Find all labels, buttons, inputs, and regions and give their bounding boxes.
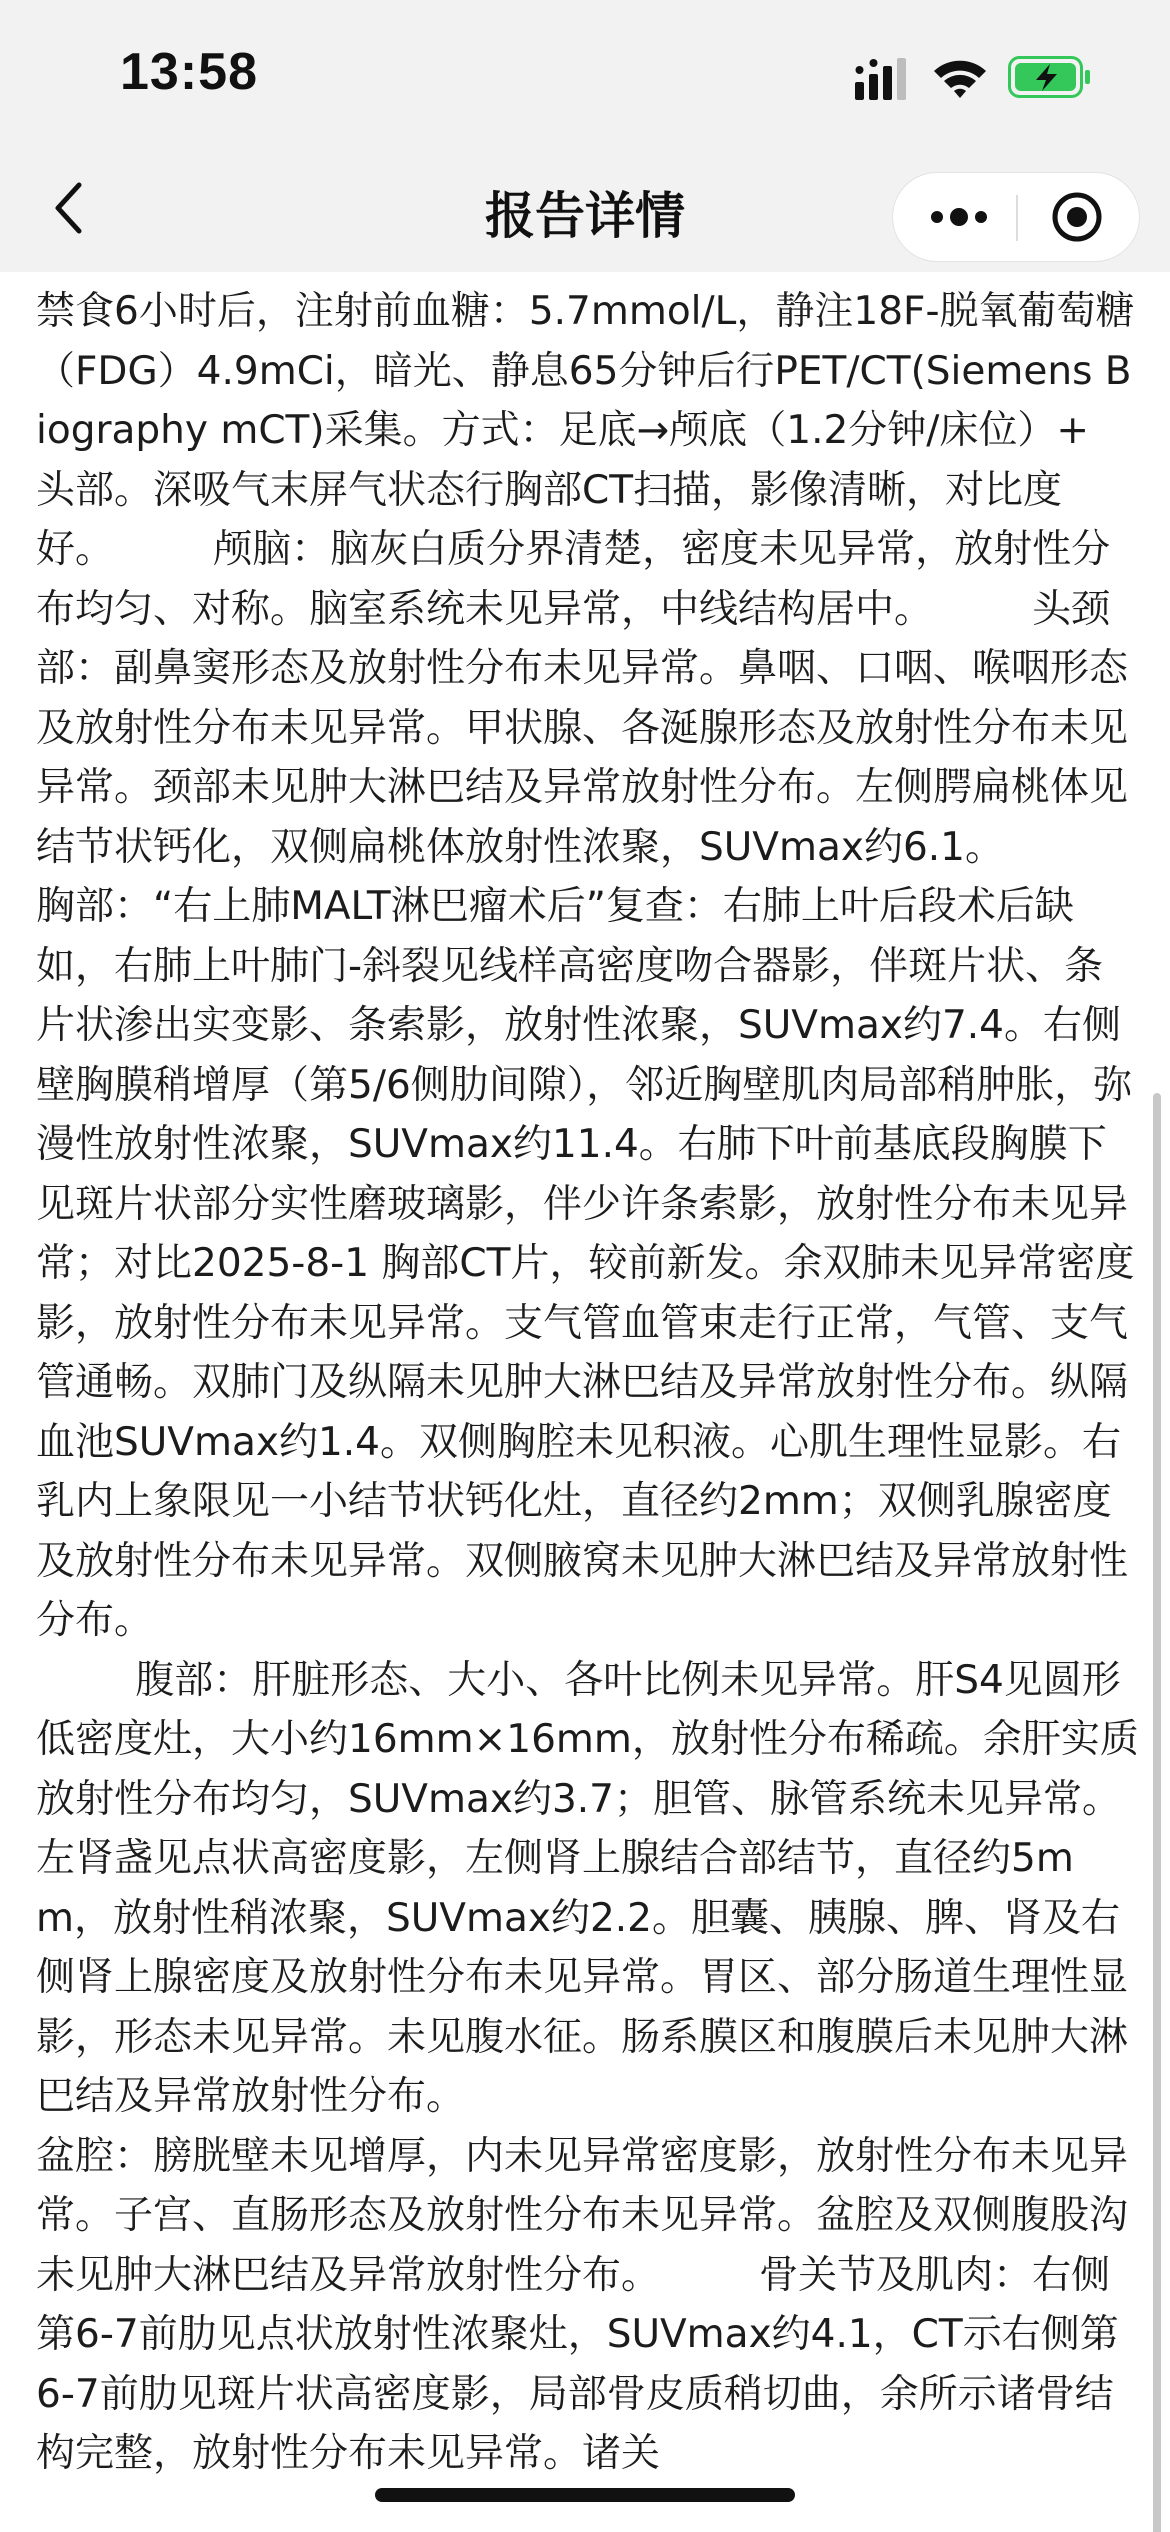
status-time: 13:58 — [120, 43, 258, 101]
miniprogram-capsule — [892, 172, 1140, 262]
battery-charging-icon — [1008, 56, 1092, 98]
page-title: 报告详情 — [485, 187, 685, 245]
navigation-bar — [0, 150, 1170, 272]
more-button[interactable] — [909, 185, 1009, 249]
target-circle-icon — [1050, 190, 1104, 244]
home-indicator[interactable] — [375, 2488, 795, 2502]
cellular-signal-icon — [855, 58, 915, 100]
close-miniprogram-button[interactable] — [1027, 185, 1127, 249]
wifi-icon — [932, 55, 988, 99]
capsule-divider — [1016, 195, 1018, 241]
status-bar — [0, 0, 1170, 150]
report-content[interactable] — [0, 272, 1170, 2532]
more-dots-icon — [929, 207, 989, 227]
scrollbar[interactable] — [1153, 1093, 1161, 2532]
report-body: 禁食6小时后，注射前血糖：5.7mmol/L，静注18F-脱氧葡萄糖（FDG）4.9mCi，暗光、静息65分钟后行PET/CT(Siemens Biography mCT)采集。方式：足底→颅底（1.2分钟/床位）+ 头部。深吸气末屏气状态行胸部CT扫描，影像清晰，对比度好。 颅脑：脑灰白质分界清楚，密度未见异常，放射性分布均匀、对称。脑室系统未见异常，中线结构居中。 头颈部：副鼻窦形态及放射性分布未见异常。鼻咽、口咽、喉咽形态及放射性分布未见异常。甲状腺、各涎腺形态及放射性分布未见异常。颈部未见肿大淋巴结及异常放射性分布。左侧腭扁桃体见结节状钙化，双侧扁桃体放射性浓聚，SUVmax约6.1。 胸部：“右上肺MALT淋巴瘤术后”复查：右肺上叶后段术后缺如，右肺上叶肺门-斜裂见线样高密度吻合器影，伴斑片状、条片状渗出实变影、条索影，放射性浓聚，SUVmax约7.4。右侧壁胸膜稍增厚（第5/6侧肋间隙），邻近胸壁肌肉局部稍肿胀，弥漫性放射性浓聚，SUVmax约11.4。右肺下叶前基底段胸膜下见斑片状部分实性磨玻璃影，伴少许条索影，放射性分布未见异常；对比2025-8-1 胸部CT片，较前新发。余双肺未见异常密度影，放射性分布未见异常。支气管血管束走行正常，气管、支气管通畅。双肺门及纵隔未见肿大淋巴结及异常放射性分布。纵隔血池SUVmax约1.4。双侧胸腔未见积液。心肌生理性显影。右乳内上象限见一小结节状钙化灶，直径约2mm；双侧乳腺密度及放射性分布未见异常。双侧腋窝未见肿大淋巴结及异常放射性分布。 腹部：肝脏形态、大小、各叶比例未见异常。肝S4见圆形低密度灶，大小约16mm×16mm，放射性分布稀疏。余肝实质放射性分布均匀，SUVmax约3.7；胆管、脉管系统未见异常。左肾盏见点状高密度影，左侧肾上腺结合部结节，直径约5mm，放射性稍浓聚，SUVmax约2.2。胆囊、胰腺、脾、肾及右侧肾上腺密度及放射性分布未见异常。胃区、部分肠道生理性显影，形态未见异常。未见腹水征。肠系膜区和腹膜后未见肿大淋巴结及异常放射性分布。 盆腔：膀胱壁未见增厚，内未见异常密度影，放射性分布未见异常。子宫、直肠形态及放射性分布未见异常。盆腔及双侧腹股沟未见肿大淋巴结及异常放射性分布。 骨关节及肌肉：右侧第6-7前肋见点状放射性浓聚灶，SUVmax约4.1，CT示右侧第6-7前肋见斑片状高密度影，局部骨皮质稍切曲，余所示诸骨结构完整，放射性分布未见异常。诸关 — [36, 289, 1139, 2476]
